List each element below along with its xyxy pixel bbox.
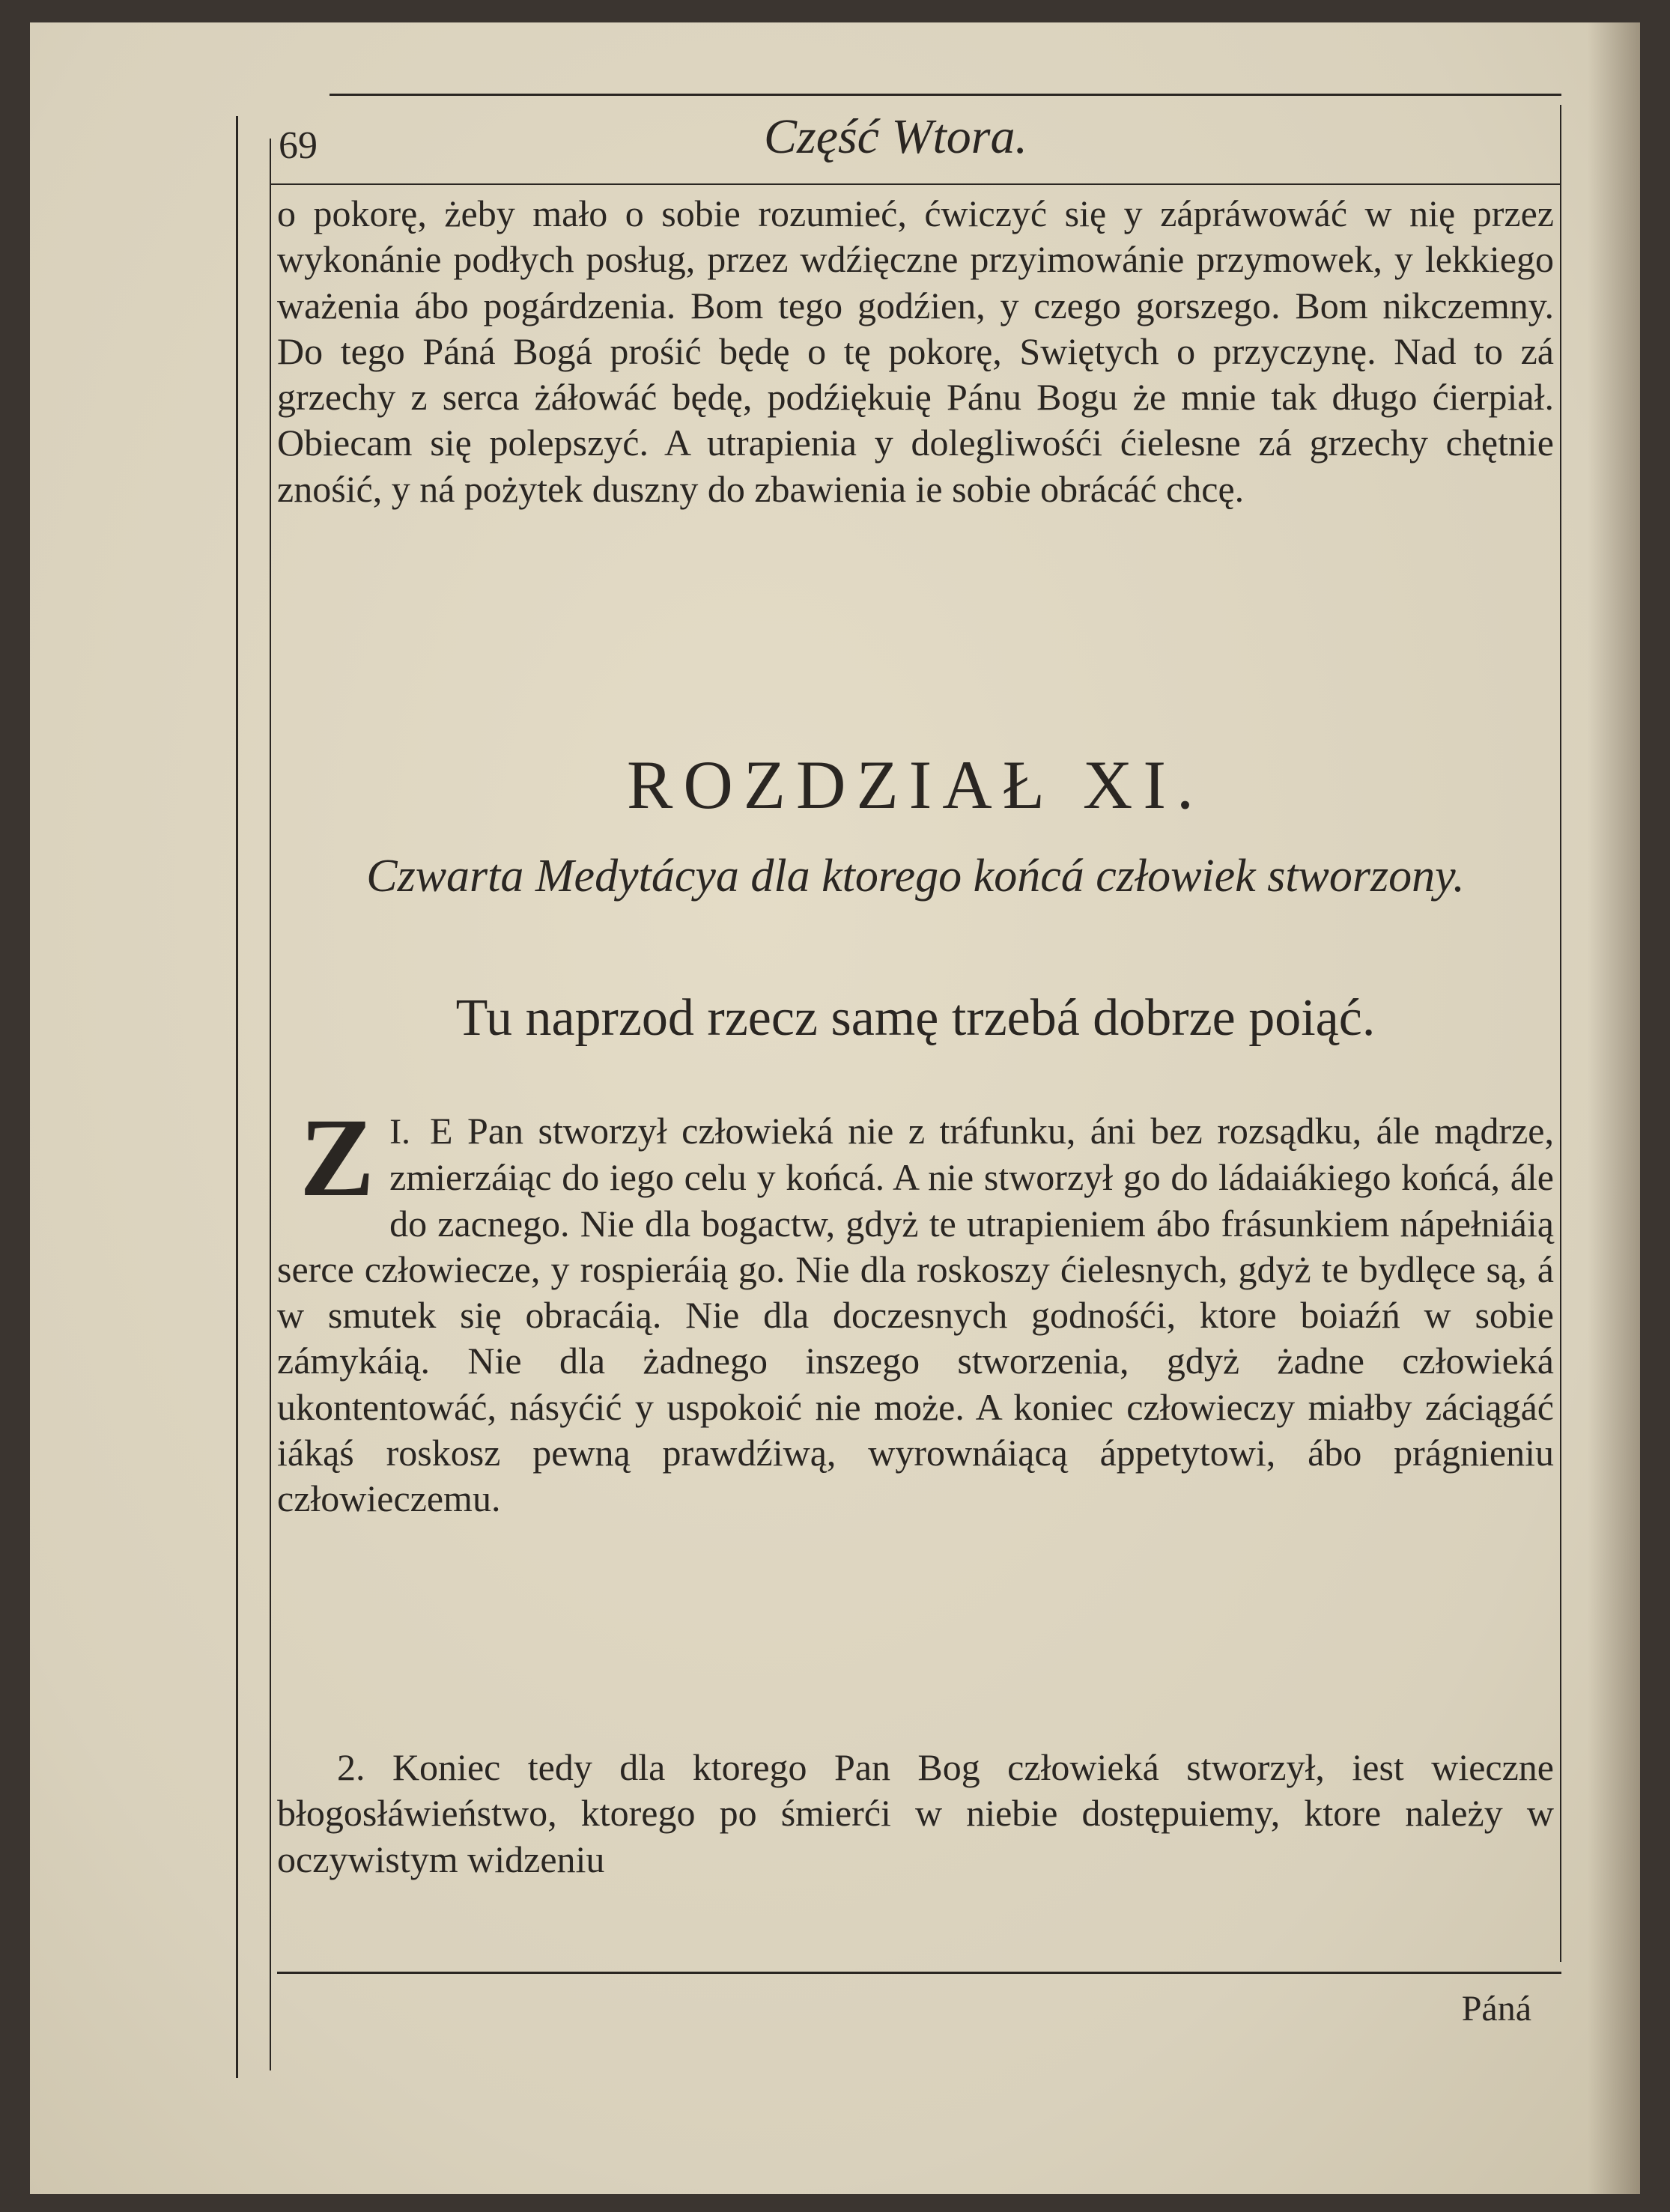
paragraph-2-text: Koniec tedy dla ktorego Pan Bog człowieká stworzył, iest wieczne błogosłáwieństwo, ktorego po śmierći w niebie dostępuiemy, ktore należy w oczywistym widzeniu xyxy=(277,1746,1554,1880)
inner-left-rule xyxy=(270,139,271,2070)
catchword: Páná xyxy=(1461,1989,1531,2029)
book-page xyxy=(30,22,1640,2194)
header-rule xyxy=(270,183,1561,185)
chapter-subtitle: Czwarta Medytácya dla ktorego końcá człowiek stworzony. xyxy=(366,851,1465,902)
paragraph-1 xyxy=(277,1096,1554,1522)
paragraph-1-text: E Pan stworzył człowieká nie z tráfunku, áni bez rozsądku, ále mądrze, zmierzáiąc do iego celu y końcá. A nie stworzył go do ládaiákiego końcá, ále do zacnego. Nie dla bogactw, gdyż te utrapieniem ábo frásunkiem nápełniáią serce człowiecze, y rospieráią go. Nie dla roskoszy ćielesnych, gdyż te bydlęce są, á w smutek się obracáią. Nie dla doczesnych godnośći, ktore boiaźń w sobie zámykáią. Nie dla żadnego inszego stworzenia, gdyż żadne człowieká ukontentowáć, násyćić y uspokoić nie może. A koniec człowieczy miałby záciągáć iákąś roskosz pewną prawdźiwą, wyrownáiącą áppetytowi, ábo prágnieniu człowieczemu. xyxy=(277,1110,1554,1520)
running-head xyxy=(270,94,1561,176)
outer-left-rule xyxy=(236,116,238,2078)
text-frame xyxy=(270,94,1561,2100)
chapter-heading: ROZDZIAŁ XI. xyxy=(627,747,1204,823)
lead-line: Tu naprzod rzecz samę trzebá dobrze poiąć. xyxy=(455,989,1376,1047)
page-number: 69 xyxy=(279,124,318,167)
paragraph-number: 2. xyxy=(337,1746,365,1788)
paragraph-2 xyxy=(277,1745,1554,1883)
drop-cap: Z xyxy=(300,1096,375,1220)
bottom-rule xyxy=(277,1972,1561,1974)
spine-shadow xyxy=(1588,22,1640,2194)
paragraph-number: I. xyxy=(389,1112,411,1152)
top-paragraph: o pokorę, żeby mało o sobie rozumieć, ćwiczyć się y zápráwowáć w nię przez wykonánie podłych posług, przez wdźięczne przyimowánie przymowek, y lekkiego ważenia ábo pogárdzenia. Bom tego godźien, y czego gorszego. Bom nikczemny. Do tego Páná Bogá prośić będę o tę pokorę, Swiętych o przyczynę. Nad to zá grzechy z serca żáłowáć będę, podźiękuię Pánu Bogu że mnie tak długo ćierpiał. Obiecam się polepszyć. A utrapienia y dolegliwośći ćielesne zá grzechy chętnie znośić, y ná pożytek duszny do zbawienia ie sobie obrácáć chcę. xyxy=(277,192,1554,510)
running-title: Część Wtora. xyxy=(764,109,1027,164)
